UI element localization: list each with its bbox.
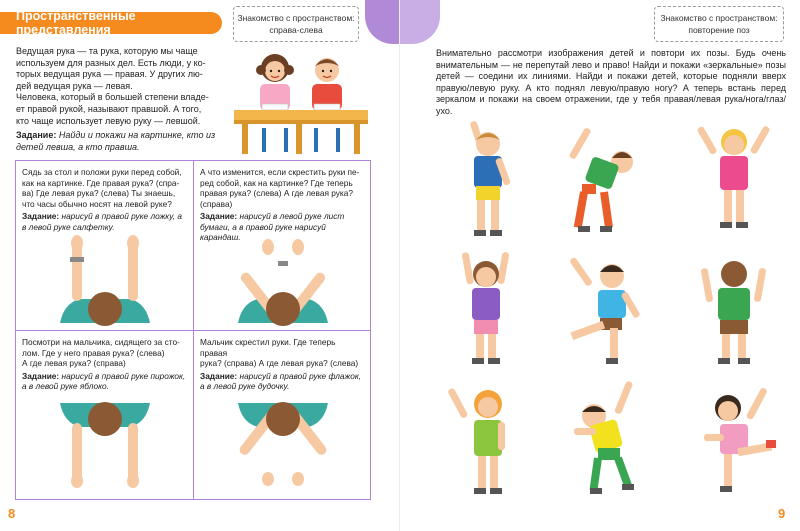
child-pose-illustration	[560, 378, 650, 503]
task-text: нарисуй в правой руке флажок, а в левой руке дудочку.	[200, 370, 362, 391]
topic-tag	[654, 6, 784, 42]
topic-tag-line1: Знакомство с пространством:	[660, 13, 778, 23]
exercise-cell	[194, 331, 370, 499]
task-label: Задание:	[200, 370, 238, 381]
intro-line: кто чаще использует левую руку — левшой.	[16, 115, 201, 126]
classroom-illustration	[226, 44, 374, 156]
task-label: Задание:	[200, 211, 238, 221]
page-number: 8	[8, 506, 16, 521]
child-pose-illustration	[440, 248, 530, 373]
intro-task	[16, 130, 221, 153]
task-text: нарисуй в правой руке ложку, а в левой руке салфетку.	[22, 211, 183, 232]
cell-line: А где левая рука? (справа)	[22, 358, 126, 368]
child-pose-illustration	[690, 118, 780, 243]
child-pose-illustration	[690, 378, 780, 503]
exercise-cell	[16, 161, 194, 331]
intro-line: Человека, который в большей степени владе-	[16, 92, 209, 103]
section-title: Пространственные представления	[16, 9, 136, 37]
cell-line: ред собой, как на картинке? Где теперь	[200, 177, 353, 188]
cell-line: что часы обычно носят на левой руке?	[22, 198, 172, 209]
cell-line: А что изменится, если скрестить руки пе-	[200, 167, 360, 177]
task-label: Задание:	[16, 130, 57, 140]
cell-task	[200, 371, 364, 392]
boy-at-table-illustration	[50, 393, 160, 488]
intro-line: используем для разных дел. Есть люди, у ко-	[16, 57, 206, 68]
child-pose-illustration	[560, 118, 650, 243]
children-poses	[400, 118, 800, 508]
section-title-banner	[0, 9, 222, 37]
intro-text	[16, 46, 221, 127]
page-number: 9	[778, 506, 786, 521]
cell-line: как на картинке. Где правая рука? (спра-	[22, 177, 180, 188]
topic-tag-line2: справа-слева	[269, 25, 323, 35]
cell-line: Сядь за стол и положи руки перед собой,	[22, 167, 182, 177]
cell-line: правая рука? (слева) А где левая рука?	[200, 188, 353, 198]
child-pose-illustration	[560, 248, 650, 373]
topic-tag-line2: повторение поз	[688, 25, 750, 35]
exercise-grid	[15, 160, 371, 500]
topic-tag	[233, 6, 359, 42]
child-crossed-arms-illustration	[228, 233, 338, 328]
task-label: Задание:	[22, 211, 60, 221]
intro-line: ет правой рукой, называют правшой. А того,	[16, 103, 202, 114]
corner-decoration	[400, 0, 440, 44]
intro-line: торых ведущая рука — правая. У других лю-	[16, 69, 203, 80]
task-text: нарисуй в левой руке лист бумаги, а в правой руке нарисуй карандаш.	[200, 211, 345, 242]
exercise-cell	[16, 331, 194, 499]
right-page	[400, 0, 800, 531]
child-pose-illustration	[690, 248, 780, 373]
instructions-text: Внимательно рассмотри изображения детей и повтори их позы. Будь очень внимательным — не перепутай лево и право! Найди и покажи «зеркальные» позы детей — соедини их линиями. Найди и покажи детей, которые подняли вверх правую/левую руку. А кто поднял левую/правую ногу? А теперь встань перед зеркалом и покажи на своем отражении, где у тебя правая/левая рука/нога/глаз/ухо.	[436, 48, 786, 116]
task-label: Задание:	[22, 370, 60, 381]
intro-line: дей ведущая рука — левая.	[16, 80, 133, 91]
child-pose-illustration	[440, 118, 530, 243]
child-arms-forward-illustration	[50, 233, 160, 328]
cell-line: (справа)	[200, 198, 233, 209]
boy-crossed-arms-illustration	[228, 393, 338, 488]
task-text: Найди и покажи на картинке, кто из детей левша, а кто правша.	[16, 130, 216, 152]
exercise-cell	[194, 161, 370, 331]
cell-line: Посмотри на мальчика, сидящего за сто-	[22, 337, 180, 347]
cell-line: Мальчик скрестил руки. Где теперь правая	[200, 337, 336, 358]
topic-tag-line1: Знакомство с пространством:	[237, 13, 355, 23]
cell-line: рука? (справа) А где левая рука? (слева)	[200, 358, 359, 368]
task-text: нарисуй в правой руке пирожок, а в левой руке яблоко.	[22, 370, 186, 391]
cell-line: ва) Где левая рука? (слева) Ты знаешь,	[22, 188, 176, 198]
cell-task	[22, 211, 187, 232]
child-pose-illustration	[440, 378, 530, 503]
cell-task	[22, 371, 187, 392]
cell-line: лом. Где у него правая рука? (слева)	[22, 347, 165, 358]
intro-line: Ведущая рука — та рука, которую мы чаще	[16, 46, 198, 56]
